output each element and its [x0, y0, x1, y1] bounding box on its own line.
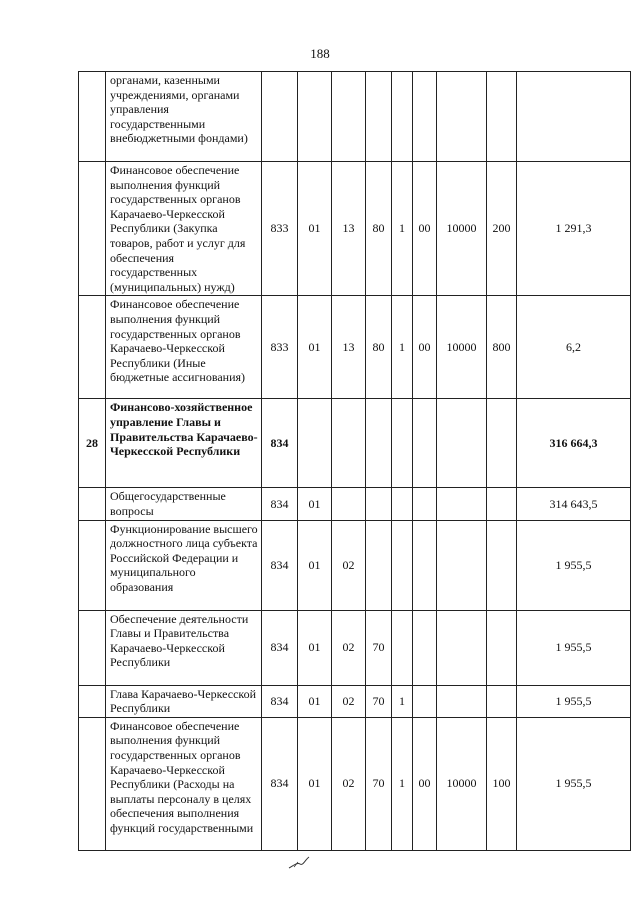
amount-cell: 316 664,3	[517, 399, 631, 488]
subsection-code-cell: 02	[332, 685, 366, 717]
subprogram-code-cell	[392, 520, 413, 610]
program-code-cell	[366, 399, 392, 488]
event-code-cell	[413, 685, 437, 717]
item-name-cell: Обеспечение деятельности Главы и Правительства Карачаево-Черкесской Республики	[106, 610, 262, 685]
table-row	[79, 296, 631, 399]
subsection-code-cell	[332, 72, 366, 162]
row-number-cell	[79, 488, 106, 520]
direction-code-cell: 10000	[437, 717, 487, 850]
subsection-code-cell: 02	[332, 520, 366, 610]
section-code-cell: 01	[298, 296, 332, 399]
item-name-cell: органами, казенными учреждениями, органами управления государственными внебюджетными фондами)	[106, 72, 262, 162]
section-code-cell	[298, 72, 332, 162]
expense-type-cell	[487, 72, 517, 162]
row-number-cell	[79, 685, 106, 717]
subprogram-code-cell	[392, 72, 413, 162]
ministry-code-cell: 834	[262, 520, 298, 610]
subprogram-code-cell: 1	[392, 162, 413, 296]
section-code-cell: 01	[298, 520, 332, 610]
amount-cell	[517, 72, 631, 162]
expense-type-cell	[487, 685, 517, 717]
row-number-cell	[79, 72, 106, 162]
amount-cell: 1 291,3	[517, 162, 631, 296]
item-name-cell: Глава Карачаево-Черкесской Республики	[106, 685, 262, 717]
table-row	[79, 72, 631, 162]
event-code-cell	[413, 520, 437, 610]
section-code-cell	[298, 399, 332, 488]
section-code-cell: 01	[298, 610, 332, 685]
program-code-cell: 70	[366, 610, 392, 685]
expense-type-cell	[487, 610, 517, 685]
expense-type-cell	[487, 488, 517, 520]
program-code-cell: 70	[366, 717, 392, 850]
table-row	[79, 520, 631, 610]
ministry-code-cell: 834	[262, 717, 298, 850]
item-name-cell: Финансово-хозяйственное управление Главы и Правительства Карачаево-Черкесской Республики	[106, 399, 262, 488]
direction-code-cell	[437, 488, 487, 520]
table-row	[79, 162, 631, 296]
direction-code-cell	[437, 685, 487, 717]
item-name-cell: Финансовое обеспечение выполнения функций государственных органов Карачаево-Черкесской Республики (Иные бюджетные ассигнования)	[106, 296, 262, 399]
subsection-code-cell: 13	[332, 162, 366, 296]
table-row	[79, 685, 631, 717]
ministry-code-cell: 834	[262, 685, 298, 717]
amount-cell: 1 955,5	[517, 717, 631, 850]
page-number: 188	[310, 46, 330, 61]
amount-cell: 1 955,5	[517, 610, 631, 685]
direction-code-cell	[437, 610, 487, 685]
row-number-cell	[79, 162, 106, 296]
expense-type-cell: 200	[487, 162, 517, 296]
subprogram-code-cell: 1	[392, 685, 413, 717]
ministry-code-cell: 833	[262, 162, 298, 296]
event-code-cell	[413, 72, 437, 162]
subprogram-code-cell	[392, 488, 413, 520]
amount-cell: 1 955,5	[517, 520, 631, 610]
event-code-cell	[413, 399, 437, 488]
budget-table	[78, 71, 631, 851]
subprogram-code-cell: 1	[392, 296, 413, 399]
subsection-code-cell	[332, 488, 366, 520]
row-number-cell	[79, 296, 106, 399]
direction-code-cell: 10000	[437, 296, 487, 399]
subprogram-code-cell	[392, 610, 413, 685]
item-name-cell: Финансовое обеспечение выполнения функций государственных органов Карачаево-Черкесской Республики (Закупка товаров, работ и услуг для обеспечения государственных (муниципальных) нужд)	[106, 162, 262, 296]
row-number-cell	[79, 717, 106, 850]
amount-cell: 314 643,5	[517, 488, 631, 520]
row-number-cell: 28	[79, 399, 106, 488]
subsection-code-cell	[332, 399, 366, 488]
program-code-cell: 80	[366, 296, 392, 399]
section-code-cell: 01	[298, 685, 332, 717]
ministry-code-cell	[262, 72, 298, 162]
program-code-cell: 70	[366, 685, 392, 717]
ministry-code-cell: 834	[262, 399, 298, 488]
ministry-code-cell: 834	[262, 488, 298, 520]
subsection-code-cell: 13	[332, 296, 366, 399]
section-code-cell: 01	[298, 162, 332, 296]
program-code-cell	[366, 488, 392, 520]
subsection-code-cell: 02	[332, 610, 366, 685]
direction-code-cell	[437, 72, 487, 162]
initials-mark-icon	[288, 856, 310, 870]
event-code-cell: 00	[413, 717, 437, 850]
direction-code-cell: 10000	[437, 162, 487, 296]
item-name-cell: Функционирование высшего должностного лица субъекта Российской Федерации и муниципального образования	[106, 520, 262, 610]
row-number-cell	[79, 520, 106, 610]
direction-code-cell	[437, 520, 487, 610]
subsection-code-cell: 02	[332, 717, 366, 850]
section-code-cell: 01	[298, 488, 332, 520]
expense-type-cell	[487, 399, 517, 488]
program-code-cell	[366, 520, 392, 610]
expense-type-cell: 800	[487, 296, 517, 399]
table-row	[79, 610, 631, 685]
ministry-code-cell: 834	[262, 610, 298, 685]
direction-code-cell	[437, 399, 487, 488]
section-code-cell: 01	[298, 717, 332, 850]
program-code-cell	[366, 72, 392, 162]
table-row	[79, 488, 631, 520]
table-row	[79, 717, 631, 850]
event-code-cell: 00	[413, 296, 437, 399]
subprogram-code-cell: 1	[392, 717, 413, 850]
event-code-cell	[413, 610, 437, 685]
ministry-code-cell: 833	[262, 296, 298, 399]
event-code-cell	[413, 488, 437, 520]
subprogram-code-cell	[392, 399, 413, 488]
item-name-cell: Общегосударственные вопросы	[106, 488, 262, 520]
event-code-cell: 00	[413, 162, 437, 296]
expense-type-cell	[487, 520, 517, 610]
program-code-cell: 80	[366, 162, 392, 296]
amount-cell: 6,2	[517, 296, 631, 399]
amount-cell: 1 955,5	[517, 685, 631, 717]
table-row	[79, 399, 631, 488]
item-name-cell: Финансовое обеспечение выполнения функций государственных органов Карачаево-Черкесской Республики (Расходы на выплаты персоналу в целях обеспечения выполнения функций государственными	[106, 717, 262, 850]
row-number-cell	[79, 610, 106, 685]
expense-type-cell: 100	[487, 717, 517, 850]
